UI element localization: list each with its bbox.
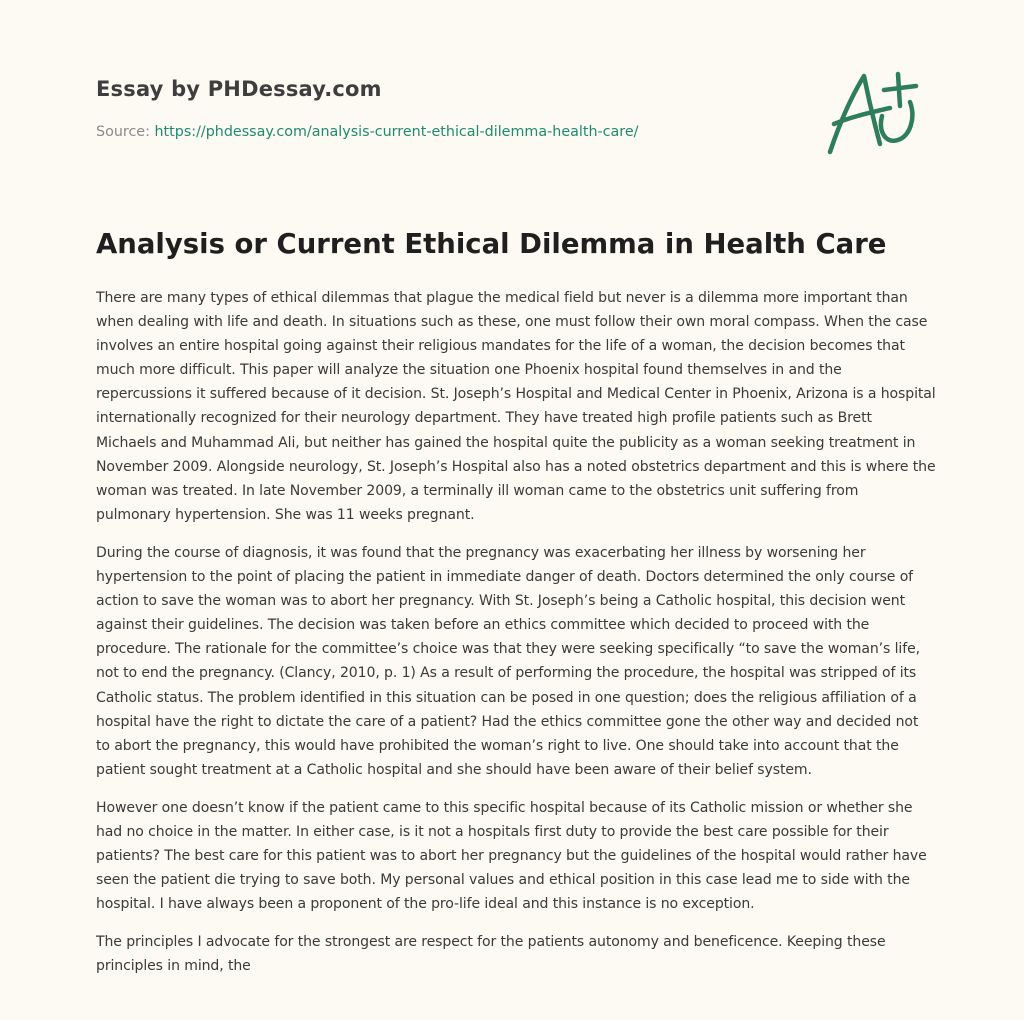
essay-paragraph: During the course of diagnosis, it was found that the pregnancy was exacerbating her illness by worsening her hypertension to the point of placing the patient in immediate danger of death. Doctors determined the only course of action to save the woman was to abort her pregnancy. With St. Joseph’s being a Catholic hospital, this decision went against their guidelines. The decision was taken before an ethics committee which decided to proceed with the procedure. The rationale for the committee’s choice was that they were seeking specifically “to save the woman’s life, not to end the pregnancy. (Clancy, 2010, p. 1) As a result of performing the procedure, the hospital was stripped of its Catholic status. The problem identified in this situation can be posed in one question; does the religious affiliation of a hospital have the right to dictate the care of a patient? Had the ethics committee gone the other way and decided not to abort the pregnancy, this would have prohibited the woman’s right to live. One should take into account that the patient sought treatment at a Catholic hospital and she should have been aware of their belief system. xyxy=(96,544,920,778)
essay-title: Analysis or Current Ethical Dilemma in Health Care xyxy=(96,228,887,260)
source-link[interactable]: https://phdessay.com/analysis-current-ethical-dilemma-health-care/ xyxy=(154,124,639,140)
essay-body xyxy=(96,286,936,993)
brand-title: Essay by PHDessay.com xyxy=(96,77,382,101)
essay-paragraph: However one doesn’t know if the patient came to this specific hospital because of its Catholic mission or whether she had no choice in the matter. In either case, is it not a hospitals first duty to provide the best care possible for their patients? The best care for this patient was to abort her pregnancy but the guidelines of the hospital would rather have seen the patient die trying to save both. My personal values and ethical position in this case lead me to side with the hospital. I have always been a proponent of the pro-life ideal and this instance is no exception. xyxy=(96,799,927,913)
a-plus-logo xyxy=(824,66,929,166)
source-label: Source: xyxy=(96,124,155,140)
essay-paragraph: There are many types of ethical dilemmas that plague the medical field but never is a dilemma more important than when dealing with life and death. In situations such as these, one must follow their own moral compass. When the case involves an entire hospital going against their religious mandates for the life of a woman, the decision becomes that much more difficult. This paper will analyze the situation one Phoenix hospital found themselves in and the repercussions it suffered because of it decision. St. Joseph’s Hospital and Medical Center in Phoenix, Arizona is a hospital internationally recognized for their neurology department. They have treated high profile patients such as Brett Michaels and Muhammad Ali, but neither has gained the hospital quite the publicity as a woman seeking treatment in November 2009. Alongside neurology, St. Joseph’s Hospital also has a noted obstetrics department and this is where the woman was treated. In late November 2009, a terminally ill woman came to the obstetrics unit suffering from pulmonary hypertension. She was 11 weeks pregnant. xyxy=(96,290,936,523)
source-line xyxy=(96,124,638,140)
site-header xyxy=(96,0,936,170)
essay-paragraph: The principles I advocate for the strongest are respect for the patients autonomy and beneficence. Keeping these principles in mind, the xyxy=(96,934,886,975)
